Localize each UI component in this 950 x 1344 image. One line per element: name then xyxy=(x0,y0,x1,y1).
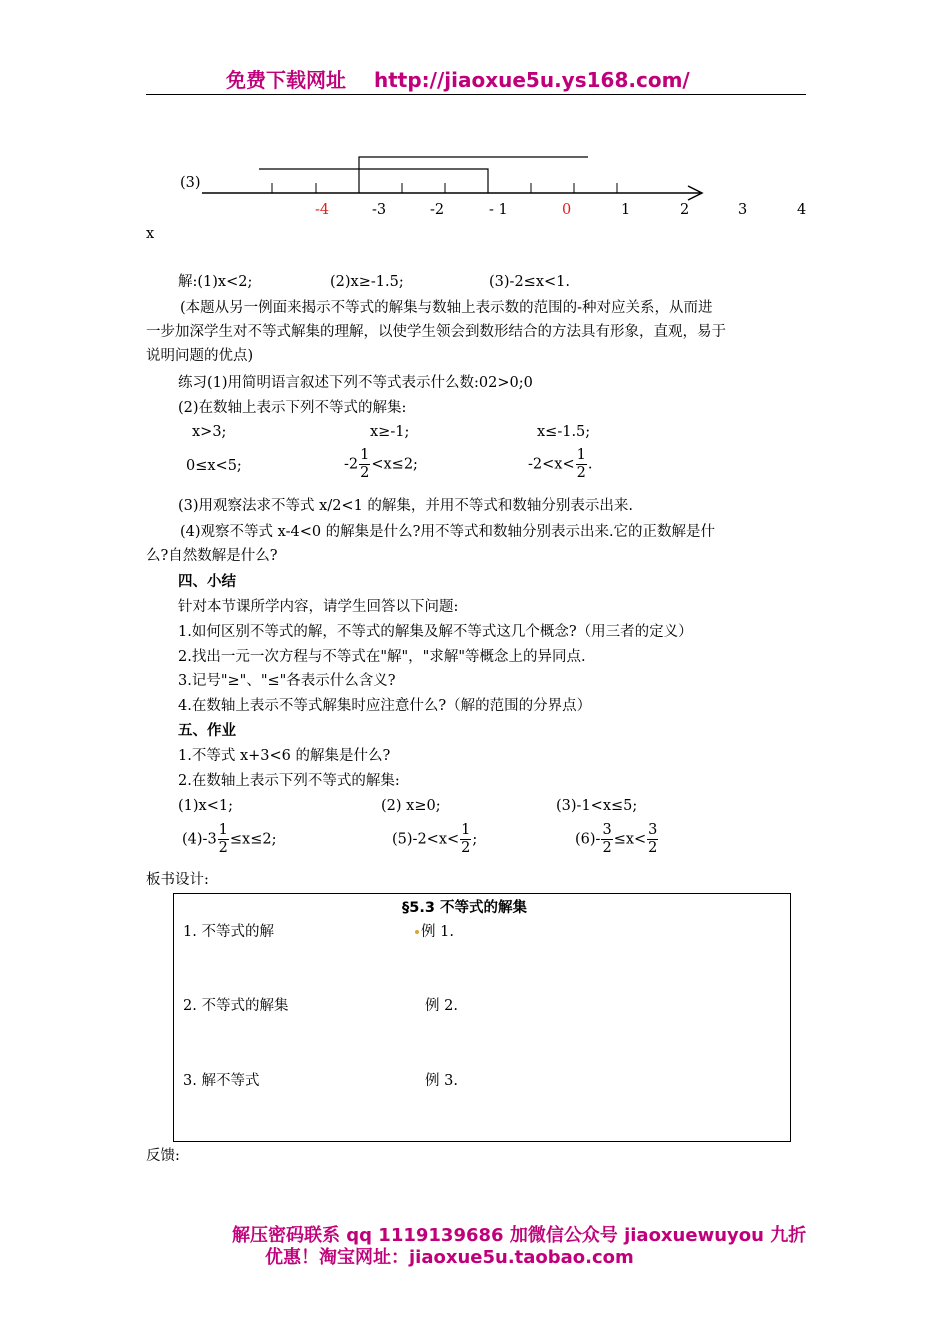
board-row3-right: 例 3. xyxy=(425,1073,458,1089)
solution-bracket-upper xyxy=(359,157,588,193)
tick-label-neg4: -4 xyxy=(315,202,330,218)
fraction-denominator: 2 xyxy=(360,465,370,481)
fraction xyxy=(601,822,612,857)
fraction-denominator: 2 xyxy=(576,465,586,481)
practice-row2-b-pre: -2 xyxy=(344,456,359,473)
fraction-numerator: 1 xyxy=(218,822,228,838)
footer-line1: 解压密码联系 qq 1119139686 加微信公众号 jiaoxuewuyou 九折 xyxy=(232,1225,807,1246)
board-row1-right xyxy=(415,922,454,942)
tick-label-3: 3 xyxy=(738,202,748,218)
fraction-numerator: 3 xyxy=(648,822,658,838)
header-url[interactable]: http://jiaoxue5u.ys168.com/ xyxy=(374,68,690,92)
homework-row2-a-post: ≤x≤2; xyxy=(229,831,277,848)
homework-row2-c-pre: (6)- xyxy=(575,831,601,848)
fraction xyxy=(647,822,658,857)
homework-row2-b-pre: (5)-2<x< xyxy=(392,831,460,848)
solution-part2: (2)x≥-1.5; xyxy=(330,274,404,290)
practice-row1-b: x≥-1; xyxy=(370,424,410,440)
practice-q1: 练习(1)用简明语言叙述下列不等式表示什么数:02>0;0 xyxy=(178,375,533,391)
board-design-box xyxy=(173,893,791,1142)
tick-label-neg1: - 1 xyxy=(489,202,508,218)
practice-row2-c xyxy=(528,447,592,482)
homework-heading: 五、作业 xyxy=(178,723,236,739)
practice-row2-c-post: . xyxy=(587,456,593,473)
solution-part3: (3)-2≤x<1. xyxy=(489,274,570,290)
fraction-numerator: 1 xyxy=(576,447,586,463)
homework-row2-c xyxy=(575,822,659,857)
summary-heading: 四、小结 xyxy=(178,574,236,590)
fraction-denominator: 2 xyxy=(602,840,612,856)
tick-label-4: 4 xyxy=(797,202,807,218)
summary-item-4: 4.在数轴上表示不等式解集时应注意什么?（解的范围的分界点） xyxy=(178,698,592,714)
board-label: 板书设计: xyxy=(146,872,209,888)
homework-row1-c: (3)-1<x≤5; xyxy=(556,798,638,814)
tick-label-neg3: -3 xyxy=(372,202,387,218)
mark-dot xyxy=(415,930,419,934)
practice-row1-c: x≤-1.5; xyxy=(537,424,591,440)
footer-line2: 优惠！淘宝网址：jiaoxue5u.taobao.com xyxy=(265,1247,634,1268)
homework-row1-b: (2) x≥0; xyxy=(381,798,441,814)
tick-label-2: 2 xyxy=(680,202,690,218)
fraction xyxy=(576,447,587,482)
practice-row2-c-pre: -2<x< xyxy=(528,456,575,473)
homework-row1-a: (1)x<1; xyxy=(178,798,233,814)
fraction-numerator: 3 xyxy=(602,822,612,838)
practice-row2-a: 0≤x<5; xyxy=(186,458,242,474)
board-row1-left: 1. 不等式的解 xyxy=(183,924,274,940)
solution-bracket-lower xyxy=(259,169,488,193)
practice-row1-a: x>3; xyxy=(192,424,227,440)
practice-q4-line1: (4)观察不等式 x-4<0 的解集是什么?用不等式和数轴分别表示出来.它的正数解是什 xyxy=(180,524,716,540)
note-line1: (本题从另一例面来揭示不等式的解集与数轴上表示数的范围的-种对应关系，从而进 xyxy=(180,300,713,316)
tick-label-0: 0 xyxy=(562,202,572,218)
summary-intro: 针对本节课所学内容，请学生回答以下问题: xyxy=(178,599,459,615)
tick-label-neg2: -2 xyxy=(430,202,445,218)
fraction xyxy=(460,822,471,857)
header-title: 免费下载网址 xyxy=(226,68,346,92)
practice-row2-b-post: <x≤2; xyxy=(371,456,418,473)
summary-item-3: 3.记号"≥"、"≤"各表示什么含义? xyxy=(178,673,396,689)
summary-item-2: 2.找出一元一次方程与不等式在"解"，"求解"等概念上的异同点. xyxy=(178,649,586,665)
homework-row2-b-post: ; xyxy=(472,831,478,848)
homework-row2-a xyxy=(182,822,277,857)
axis-variable-label: x xyxy=(146,226,155,242)
tick-label-1: 1 xyxy=(621,202,631,218)
board-row2-left: 2. 不等式的解集 xyxy=(183,998,289,1014)
practice-q2: (2)在数轴上表示下列不等式的解集: xyxy=(178,400,407,416)
fraction-denominator: 2 xyxy=(461,840,471,856)
fraction-denominator: 2 xyxy=(648,840,658,856)
practice-q3: (3)用观察法求不等式 x/2<1 的解集，并用不等式和数轴分别表示出来. xyxy=(178,498,634,514)
homework-row2-b xyxy=(392,822,477,857)
note-line2: 一步加深学生对不等式解集的理解，以使学生领会到数形结合的方法具有形象，直观，易于 xyxy=(146,324,726,340)
board-row2-right: 例 2. xyxy=(425,998,458,1014)
practice-q4-line2: 么?自然数解是什么? xyxy=(146,548,278,564)
feedback-label: 反馈: xyxy=(146,1148,180,1164)
homework-q1: 1.不等式 x+3<6 的解集是什么? xyxy=(178,748,391,764)
fraction-numerator: 1 xyxy=(461,822,471,838)
figure-label: (3) xyxy=(180,175,201,191)
fraction-numerator: 1 xyxy=(360,447,370,463)
number-line-axis xyxy=(202,186,702,200)
homework-row2-a-pre: (4)-3 xyxy=(182,831,217,848)
number-line-figure xyxy=(0,0,950,250)
solution-part1: 解:(1)x<2; xyxy=(178,274,253,290)
board-title: §5.3 不等式的解集 xyxy=(402,900,527,916)
homework-row2-c-mid: ≤x< xyxy=(613,831,647,848)
board-row3-left: 3. 解不等式 xyxy=(183,1073,260,1089)
fraction-denominator: 2 xyxy=(218,840,228,856)
number-line-ticks xyxy=(272,183,617,193)
fraction xyxy=(359,447,370,482)
fraction xyxy=(218,822,229,857)
homework-q2: 2.在数轴上表示下列不等式的解集: xyxy=(178,773,400,789)
board-row1-example: 例 1. xyxy=(421,924,454,940)
summary-item-1: 1.如何区别不等式的解，不等式的解集及解不等式这几个概念?（用三者的定义） xyxy=(178,624,693,640)
practice-row2-b xyxy=(344,447,418,482)
note-line3: 说明问题的优点) xyxy=(146,348,254,364)
